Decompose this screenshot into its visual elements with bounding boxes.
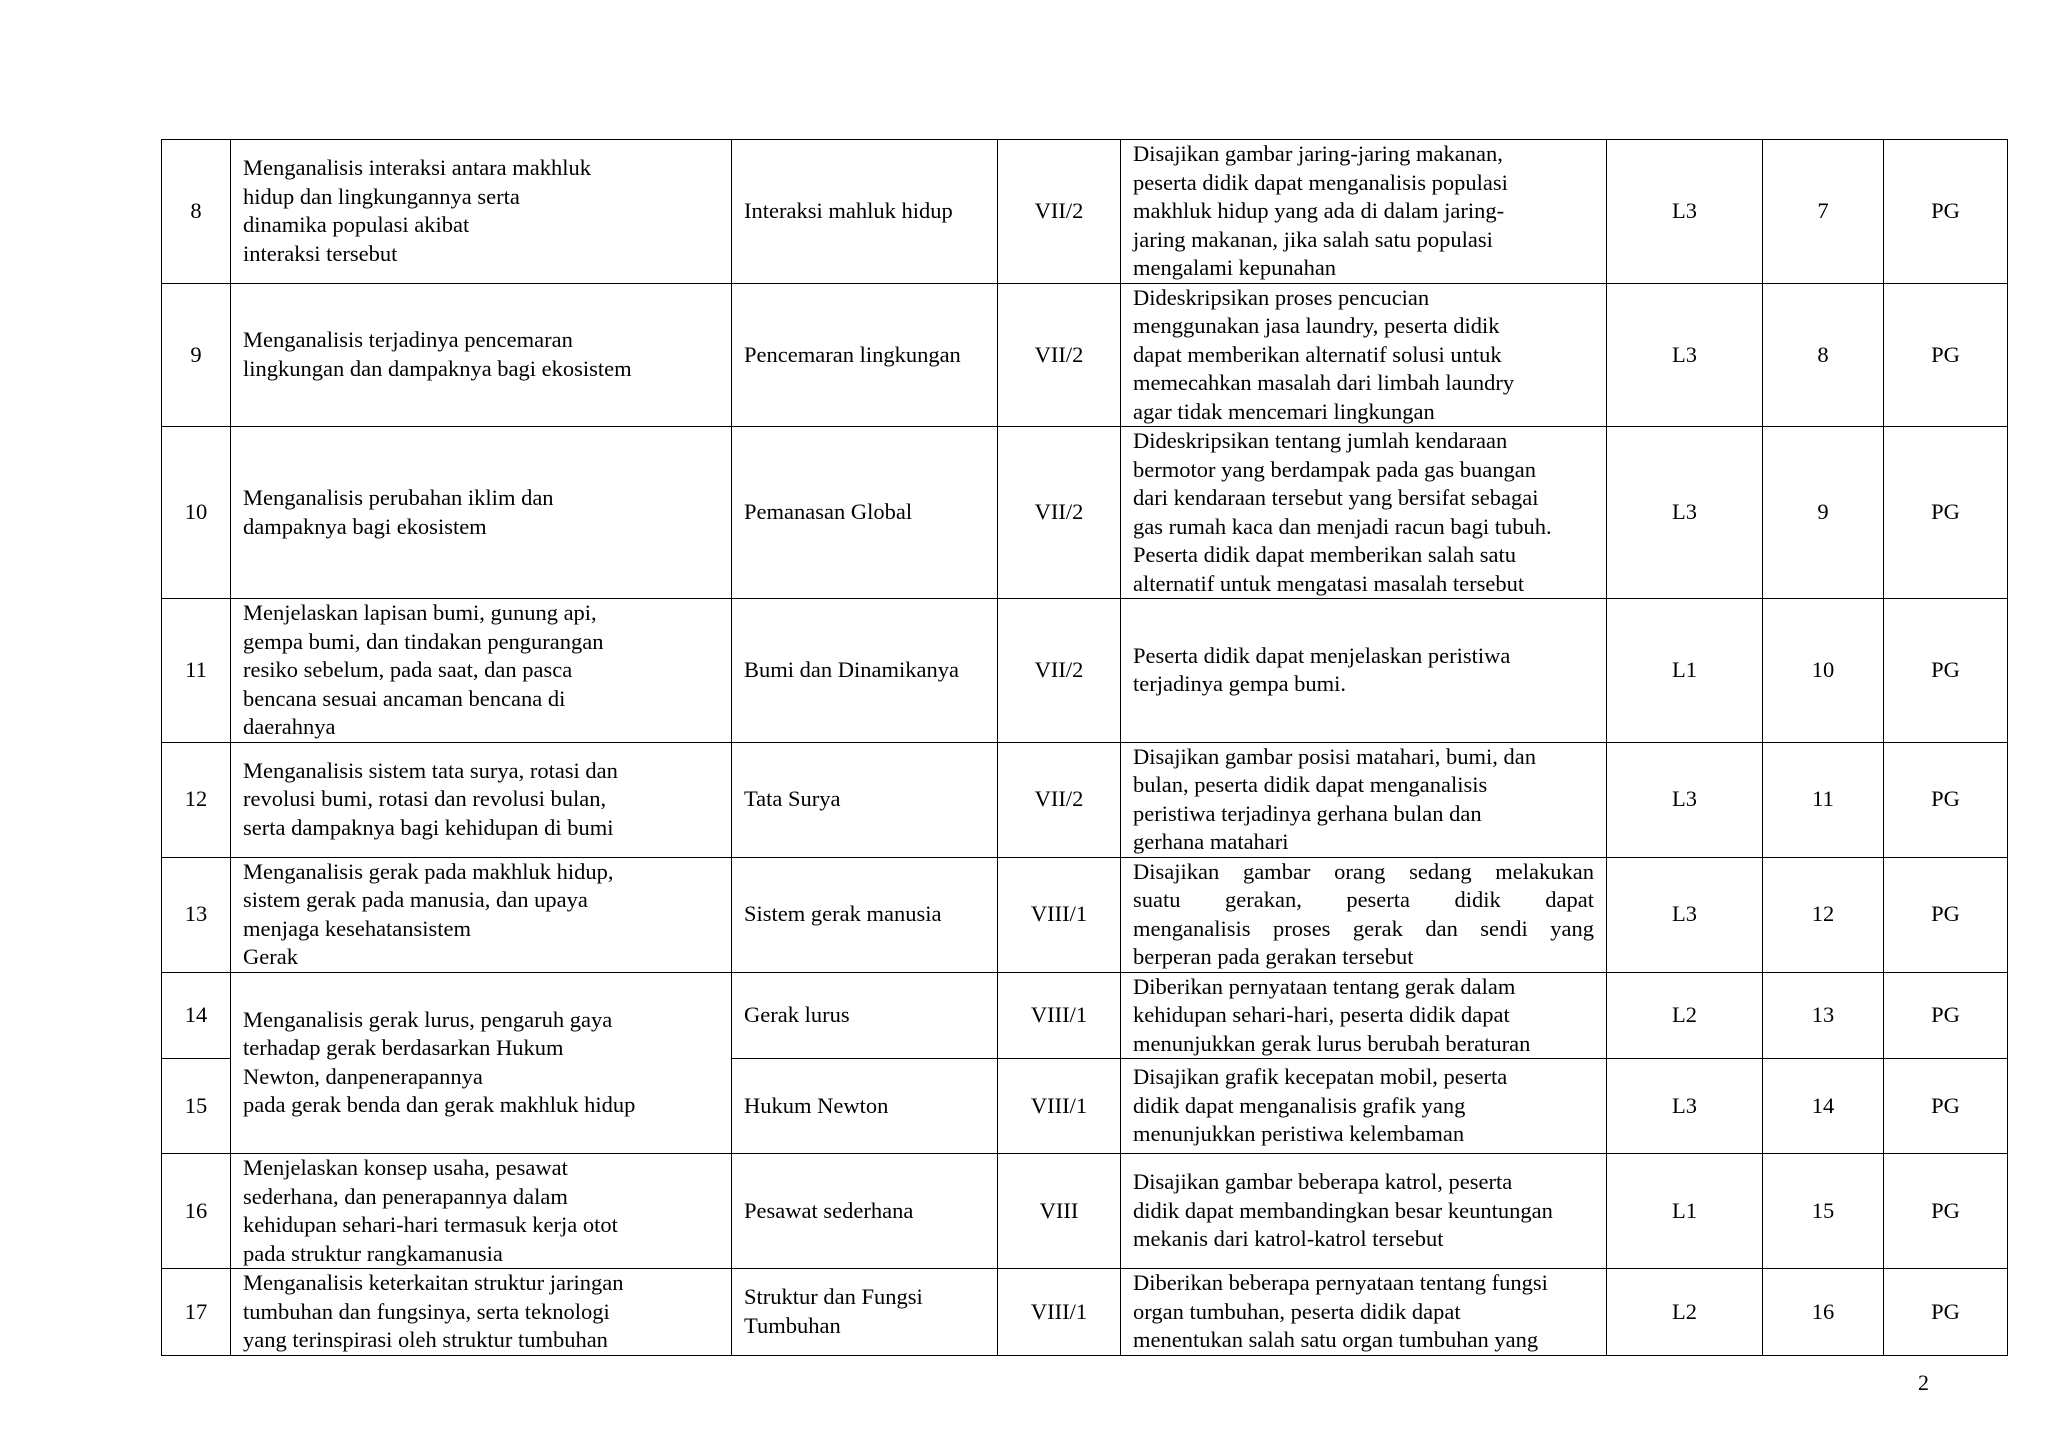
materi: Interaksi mahluk hidup [732, 140, 998, 284]
materi: Hukum Newton [732, 1059, 998, 1154]
materi: Pencemaran lingkungan [732, 283, 998, 427]
kelas-semester: VII/2 [998, 742, 1121, 857]
row-number: 17 [162, 1269, 231, 1356]
row-number: 11 [162, 599, 231, 743]
page-number: 2 [1918, 1370, 1929, 1395]
nomor-soal: 8 [1763, 283, 1884, 427]
bentuk-soal: PG [1884, 1269, 2008, 1356]
kompetensi-dasar: Menganalisis keterkaitan struktur jaringan tumbuhan dan fungsinya, serta teknologi yang terinspirasi oleh struktur tumbuhan [231, 1269, 732, 1356]
nomor-soal: 11 [1763, 742, 1884, 857]
indikator-soal: Dideskripsikan proses pencucian menggunakan jasa laundry, peserta didik dapat memberikan alternatif solusi untuk memecahkan masalah dari limbah laundry agar tidak mencemari lingkungan [1121, 283, 1607, 427]
kelas-semester: VIII/1 [998, 857, 1121, 972]
kompetensi-dasar: Menganalisis sistem tata surya, rotasi dan revolusi bumi, rotasi dan revolusi bulan, serta dampaknya bagi kehidupan di bumi [231, 742, 732, 857]
materi: Pesawat sederhana [732, 1154, 998, 1269]
row-number: 9 [162, 283, 231, 427]
nomor-soal: 9 [1763, 427, 1884, 599]
table-row [162, 1269, 2008, 1356]
row-number: 15 [162, 1059, 231, 1154]
kelas-semester: VII/2 [998, 283, 1121, 427]
indikator-soal: Peserta didik dapat menjelaskan peristiwa terjadinya gempa bumi. [1121, 599, 1607, 743]
materi: Gerak lurus [732, 972, 998, 1059]
level-kognitif: L3 [1607, 140, 1763, 284]
table-row [162, 140, 2008, 284]
bentuk-soal: PG [1884, 427, 2008, 599]
bentuk-soal: PG [1884, 857, 2008, 972]
materi: Bumi dan Dinamikanya [732, 599, 998, 743]
materi: Tata Surya [732, 742, 998, 857]
nomor-soal: 10 [1763, 599, 1884, 743]
table-row [162, 857, 2008, 972]
kelas-semester: VIII/1 [998, 1269, 1121, 1356]
table-row [162, 283, 2008, 427]
indikator-soal: Disajikan gambar posisi matahari, bumi, dan bulan, peserta didik dapat menganalisis peristiwa terjadinya gerhana bulan dan gerhana matahari [1121, 742, 1607, 857]
kelas-semester: VII/2 [998, 599, 1121, 743]
nomor-soal: 7 [1763, 140, 1884, 284]
row-number: 14 [162, 972, 231, 1059]
bentuk-soal: PG [1884, 1059, 2008, 1154]
nomor-soal: 14 [1763, 1059, 1884, 1154]
kompetensi-dasar: Menganalisis gerak pada makhluk hidup, sistem gerak pada manusia, dan upaya menjaga kesehatansistem Gerak [231, 857, 732, 972]
kelas-semester: VII/2 [998, 427, 1121, 599]
bentuk-soal: PG [1884, 1154, 2008, 1269]
kelas-semester: VIII [998, 1154, 1121, 1269]
level-kognitif: L3 [1607, 742, 1763, 857]
level-kognitif: L2 [1607, 1269, 1763, 1356]
level-kognitif: L1 [1607, 599, 1763, 743]
materi: Pemanasan Global [732, 427, 998, 599]
kompetensi-dasar: Menjelaskan konsep usaha, pesawat sederhana, dan penerapannya dalam kehidupan sehari-hari termasuk kerja otot pada struktur rangkamanusia [231, 1154, 732, 1269]
table-row [162, 599, 2008, 743]
kompetensi-dasar: Menjelaskan lapisan bumi, gunung api, gempa bumi, dan tindakan pengurangan resiko sebelum, pada saat, dan pasca bencana sesuai ancaman bencana di daerahnya [231, 599, 732, 743]
nomor-soal: 16 [1763, 1269, 1884, 1356]
kelas-semester: VIII/1 [998, 972, 1121, 1059]
indikator-soal: Disajikan gambar orang sedang melakukan suatu gerakan, peserta didik dapat menganalisis proses gerak dan sendi yang berperan pada gerakan tersebut [1121, 857, 1607, 972]
row-number: 10 [162, 427, 231, 599]
nomor-soal: 12 [1763, 857, 1884, 972]
table-row [162, 427, 2008, 599]
level-kognitif: L2 [1607, 972, 1763, 1059]
row-number: 12 [162, 742, 231, 857]
table-row [162, 972, 2008, 1059]
kisi-kisi-table [161, 139, 2008, 1356]
kompetensi-dasar: Menganalisis perubahan iklim dan dampaknya bagi ekosistem [231, 427, 732, 599]
bentuk-soal: PG [1884, 972, 2008, 1059]
kompetensi-dasar: Menganalisis interaksi antara makhluk hidup dan lingkungannya serta dinamika populasi akibat interaksi tersebut [231, 140, 732, 284]
level-kognitif: L3 [1607, 427, 1763, 599]
bentuk-soal: PG [1884, 599, 2008, 743]
level-kognitif: L1 [1607, 1154, 1763, 1269]
level-kognitif: L3 [1607, 857, 1763, 972]
materi: Struktur dan Fungsi Tumbuhan [732, 1269, 998, 1356]
indikator-soal: Diberikan pernyataan tentang gerak dalam kehidupan sehari-hari, peserta didik dapat menunjukkan gerak lurus berubah beraturan [1121, 972, 1607, 1059]
nomor-soal: 13 [1763, 972, 1884, 1059]
row-number: 13 [162, 857, 231, 972]
kelas-semester: VIII/1 [998, 1059, 1121, 1154]
level-kognitif: L3 [1607, 283, 1763, 427]
kelas-semester: VII/2 [998, 140, 1121, 284]
bentuk-soal: PG [1884, 283, 2008, 427]
indikator-soal: Disajikan gambar beberapa katrol, peserta didik dapat membandingkan besar keuntungan mekanis dari katrol-katrol tersebut [1121, 1154, 1607, 1269]
table-row [162, 742, 2008, 857]
row-number: 8 [162, 140, 231, 284]
level-kognitif: L3 [1607, 1059, 1763, 1154]
indikator-soal: Diberikan beberapa pernyataan tentang fungsi organ tumbuhan, peserta didik dapat menentukan salah satu organ tumbuhan yang [1121, 1269, 1607, 1356]
bentuk-soal: PG [1884, 140, 2008, 284]
indikator-soal: Disajikan grafik kecepatan mobil, peserta didik dapat menganalisis grafik yang menunjukkan peristiwa kelembaman [1121, 1059, 1607, 1154]
materi: Sistem gerak manusia [732, 857, 998, 972]
table-row [162, 1154, 2008, 1269]
kompetensi-dasar: Menganalisis terjadinya pencemaran lingkungan dan dampaknya bagi ekosistem [231, 283, 732, 427]
indikator-soal: Dideskripsikan tentang jumlah kendaraan bermotor yang berdampak pada gas buangan dari kendaraan tersebut yang bersifat sebagai gas rumah kaca dan menjadi racun bagi tubuh. Peserta didik dapat memberikan salah satu alternatif untuk mengatasi masalah tersebut [1121, 427, 1607, 599]
row-number: 16 [162, 1154, 231, 1269]
indikator-soal: Disajikan gambar jaring-jaring makanan, peserta didik dapat menganalisis populasi makhluk hidup yang ada di dalam jaring- jaring makanan, jika salah satu populasi mengalami kepunahan [1121, 140, 1607, 284]
nomor-soal: 15 [1763, 1154, 1884, 1269]
kompetensi-dasar: Menganalisis gerak lurus, pengaruh gaya terhadap gerak berdasarkan Hukum Newton, danpenerapannya pada gerak benda dan gerak makhluk hidup [231, 972, 732, 1154]
bentuk-soal: PG [1884, 742, 2008, 857]
